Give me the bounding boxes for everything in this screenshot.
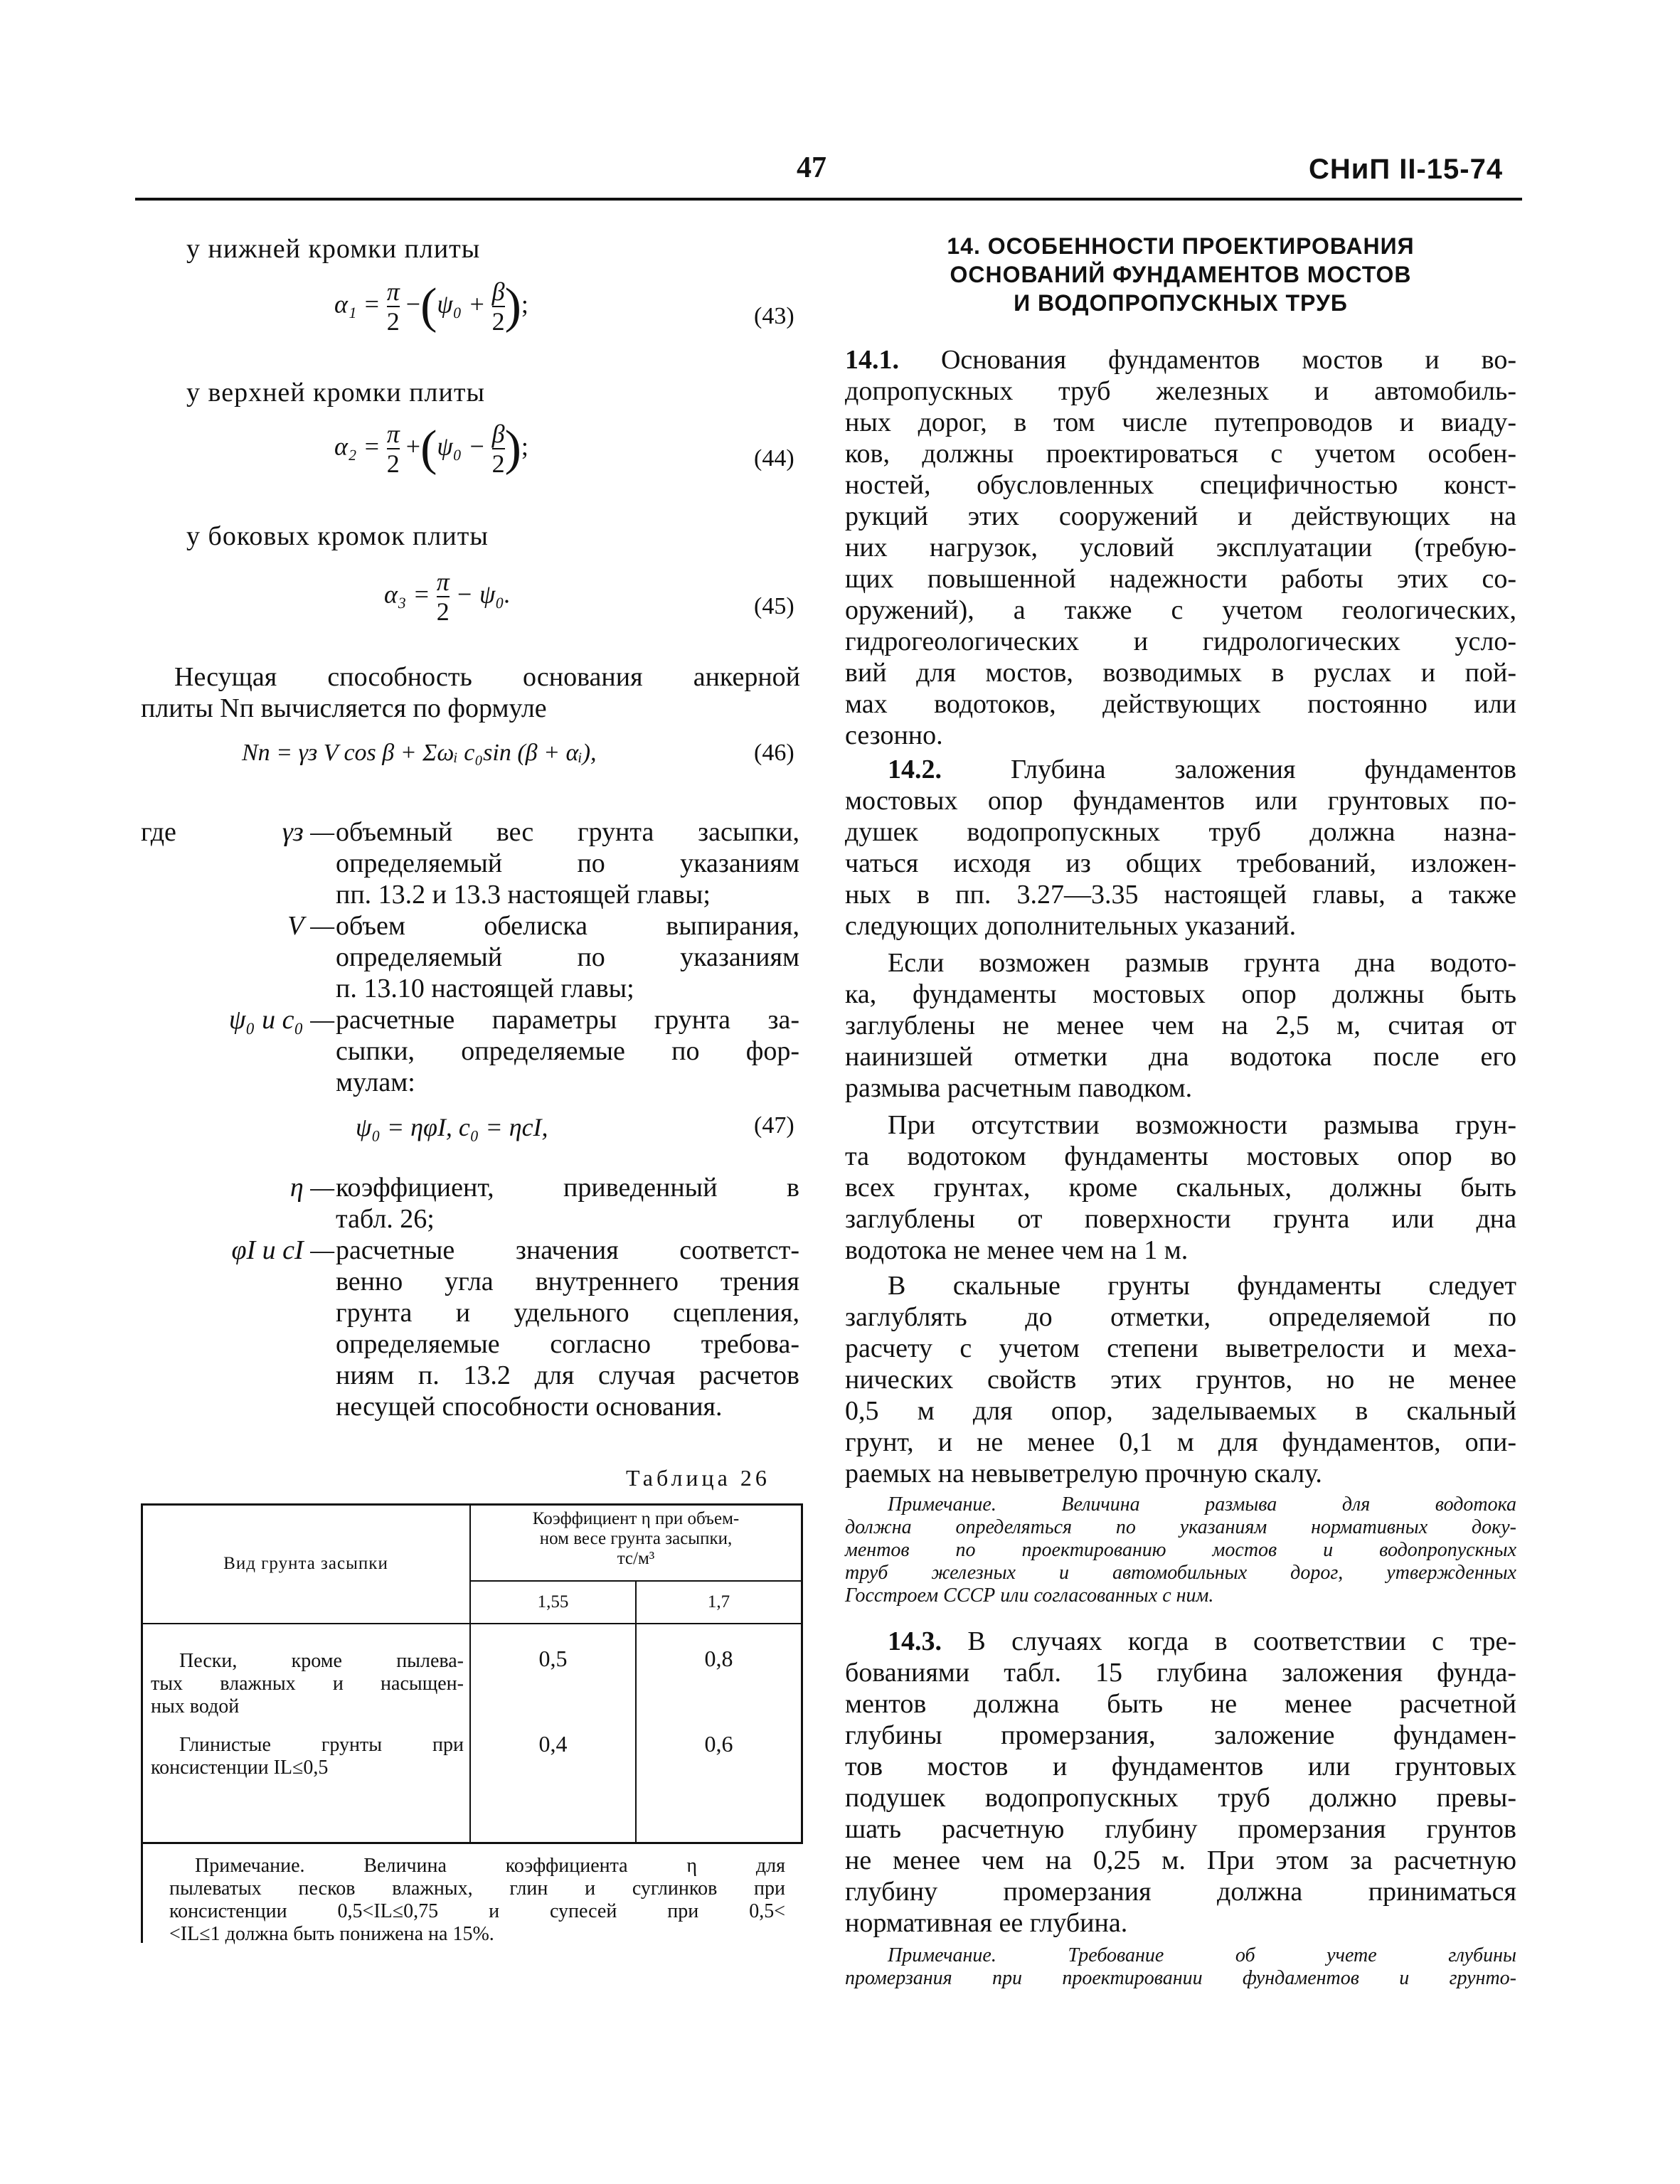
section-title: 14. ОСОБЕННОСТИ ПРОЕКТИРОВАНИЯ ОСНОВАНИЙ ФУНДАМЕНТОВ МОСТОВ И ВОДОПРОПУСКНЫХ ТРУБ [947,233,1415,316]
table-subheader-1-55: 1,55 [537,1592,569,1612]
paragraph-scour: Если возможен размыв грунта дна водото- ка, фундаменты мостовых опор должны быть заглублены не менее чем на 2,5 м, считая от наинизшей отметки дна водотока после его размыва расчетным паводком. [845,948,1516,1103]
table-row-sands-v1: 0,5 [538,1646,568,1671]
page-number: 47 [797,151,826,184]
paragraph-no-scour: При отсутствии возможности размыва грун- та водотоком фундаменты мостовых опор во всех грунтах, кроме скальных, должны быть заглублены от поверхности грунта или дна водотока не менее чем на 1 м. [845,1110,1516,1265]
formula-45: α₃ = $\frac{\pi}{2}$ − ψ₀. [384,568,511,626]
where-label: где [141,817,176,847]
table-subheader-1-7: 1,7 [707,1592,730,1612]
equation-number-45: (45) [754,593,794,619]
table-header-coefficient: Коэффициент η при объем- ном весе грунта засыпки, тс/м³ [532,1509,740,1568]
equation-number-44: (44) [754,445,794,472]
formula-43: α₁ = $\frac{\pi}{2}$ −(ψ₀ + $\frac{\beta}{2}$ ); [334,277,528,336]
table-row-clays-v1: 0,4 [538,1731,568,1757]
table-row-clays-v2: 0,6 [704,1731,733,1757]
label-side-edges: у боковых кромок плиты [186,521,489,551]
paragraph-14-3: 14.3. В случаях когда в соответствии с тре- бованиями табл. 15 глубина заложения фунда- ментов должна быть не менее расчетной глубины промерзания, заложение фундамен- тов мостов и фундаментов или грунтовых подушек водопропускных труб должно превы- шать расчетную глубину промерзания грунтов не менее чем на 0,25 м. При этом за расчетную глубину промерзания должна приниматься нормативная ее глубина. [845,1626,1517,1938]
note-scour-value: Примечание. Величина размыва для водотока должна определяться по указаниям нормативных доку- ментов по проектированию мостов и водопропускных труб железных и автомобильных дорог, утвержденных Госстроем СССР или согласованных с ним. [845,1493,1516,1607]
table-row-sands-v2: 0,8 [704,1646,733,1671]
table-caption: Таблица 26 [626,1465,770,1491]
note-frost-depth: Примечание. Требование об учете глубины промерзания при проектировании фундаментов и грунто- [845,1944,1516,1989]
equation-number-47: (47) [754,1112,794,1139]
table-row-sands-name: Пески, кроме пылева- тых влажных и насыщен- ных водой [151,1650,464,1717]
paragraph-14-1: 14.1. Основания фундаментов мостов и во- допропускных труб железных и автомобиль- ных дорог, в том числе путепроводов и виаду- ков, должны проектироваться с учетом особен- ностей, обусловленных специфичностью конст- рукций этих сооружений и действующих на них нагрузок, условий эксплуатации (требую- щих повышенной надежности работы этих со- оружений), а также с учетом геологических, гидрогеологических и гидрологических усло- вий для мостов, возводимых в руслах и пой- мах водотоков, действующих постоянно или сезонно. [845,345,1516,750]
paragraph-rock: В скальные грунты фундаменты следует заглублять до отметки, определяемой по расчету с учетом степени выветрелости и меха- нических свойств этих грунтов, но не менее 0,5 м для опор, заделываемых в скальный грунт, и не менее 0,1 м для фундаментов, опи- раемых на невыветрелую прочную скалу. [845,1271,1516,1488]
formula-47: ψ₀ = ηφI, c₀ = ηcI, [356,1113,548,1141]
table-note: Примечание. Величина коэффициента η для пылеватых песков влажных, глин и суглинков при консистенции 0,5<IL≤0,75 и супесей при 0,5< <IL≤1 должна быть понижена на 15%. [169,1855,785,1945]
paragraph-14-2: 14.2. Глубина заложения фундаментов мостовых опор фундаментов или грунтовых по- душек водопропускных труб должна назна- чаться исходя из общих требований, изложен- ных в пп. 3.27—3.35 настоящей главы, а также следующих дополнительных указаний. [845,755,1516,941]
formula-44: α₂ = $\frac{\pi}{2}$ +(ψ₀ − $\frac{\beta}{2}$ ); [334,420,528,478]
equation-number-46: (46) [754,740,794,766]
paragraph-capacity-line1: Несущая способность основания анкерной [174,662,800,692]
label-upper-edge: у верхней кромки плиты [186,378,485,407]
table-header-soil-type: Вид грунта засыпки [223,1554,388,1573]
table-row-clays-name: Глинистые грунты при консистенции IL≤0,5 [151,1734,464,1779]
document-code: СНиП II-15-74 [1309,154,1504,185]
formula-46: Nп = γз V cos β + Σωᵢ c₀sin (β + αᵢ), [242,740,597,766]
equation-number-43: (43) [754,303,794,329]
header-rule [135,198,1522,201]
paragraph-capacity-line2: плиты Nп вычисляется по формуле [141,693,547,723]
label-lower-edge: у нижней кромки плиты [186,234,481,264]
